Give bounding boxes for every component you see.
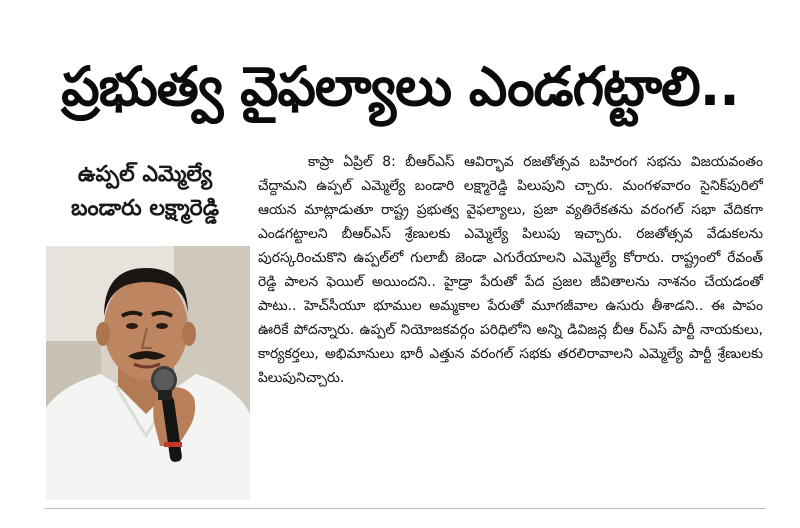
bottom-divider [44, 508, 766, 509]
caption-line-name: బండారు లక్ష్మారెడ్డి [71, 196, 219, 221]
headline: ప్రభుత్వ వైఫల్యాలు ఎండగట్టాలి.. [61, 55, 739, 118]
speaker-photo [46, 246, 250, 500]
photo-caption [40, 158, 250, 226]
article-body: కాప్రా ఏప్రిల్ 8: బీఆర్ఎస్ ఆవిర్భావ రజతోత్సవ బహిరంగ సభను విజయవంతం చేద్దామని ఉప్పల్ ఎమ్మెల్యే బండారి లక్ష్మారెడ్డి పిలుపుని చ్చారు. మంగళవారం సైనిక్‌పురిలో ఆయన మాట్లాడుతూ రాష్ట్ర ప్రభుత్వ వైఫల్యాలు, ప్రజా వ్యతిరేకతను వరంగల్ సభా వేదికగా ఎండగట్టాలని బీఆర్ఎస్ శ్రేణులకు ఎమ్మెల్యే పిలుపు ఇచ్చారు. రజతోత్సవ వేడుకలను పురస్కరించుకొని ఉప్పల్‌లో గులాబీ జెండా ఎగురేయాలని ఎమ్మెల్యే కోరారు. రాష్ట్రంలో రేవంత్ రెడ్డి పాలన ఫెయిల్ అయిందని.. హైడ్రా పేరుతో పేద ప్రజల జీవితాలను నాశనం చేయడంతో పాటు.. హెచ్‌సీయూ భూముల అమ్మకాల పేరుతో మూగజీవాల ఉసురు తీశాడని.. ఈ పాపం ఊరికే పోదన్నారు. ఉప్పల్ నియోజకవర్గం పరిధిలోని అన్ని డివిజన్ల బీఆ ర్ఎస్ పార్టీ నాయకులు, కార్యకర్తలు, అభిమానులు భారీ ఎత్తున వరంగల్ సభకు తరలిరావాలని ఎమ్మెల్యే పార్టీ శ్రేణులకు పిలుపునిచ్చారు. [258, 154, 763, 386]
caption-line-title: ఉప్పల్ ఎమ్మెల్యే [77, 162, 213, 187]
